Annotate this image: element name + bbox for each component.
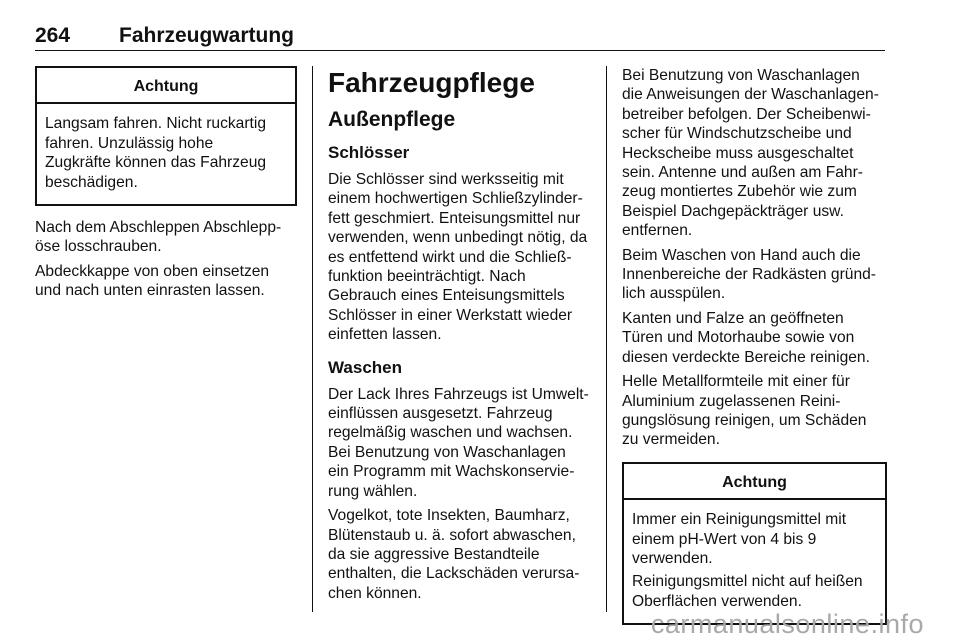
text-line: chen können. [328, 584, 422, 602]
text-line: Der Lack Ihres Fahrzeugs ist Umwelt- [328, 385, 589, 403]
text-line: Nach dem Abschleppen Abschlepp- [35, 219, 282, 237]
paragraph [328, 170, 593, 345]
column-3 [622, 66, 887, 625]
text-line: Türen und Motorhaube sowie von [622, 329, 855, 347]
chapter-title: Fahrzeugwartung [119, 24, 295, 47]
column-divider [312, 66, 313, 612]
text-line: da sie aggressive Bestandteile [328, 545, 540, 563]
text-line: zu vermeiden. [622, 431, 720, 449]
text-line: einfetten lassen. [328, 326, 442, 344]
text-line: Beim Waschen von Hand auch die [622, 246, 861, 264]
warning-text [632, 510, 877, 568]
warning-box [622, 462, 887, 625]
warning-text [45, 114, 287, 192]
text-line: und nach unten einrasten lassen. [35, 282, 265, 300]
column-divider [606, 66, 607, 612]
text-line: einem hochwertigen Schließzylinder- [328, 190, 583, 208]
paragraph [622, 309, 887, 367]
text-line: Langsam fahren. Nicht ruckartig [45, 115, 267, 133]
paragraph [622, 66, 887, 241]
text-line: Zugkräfte können das Fahrzeug [45, 154, 267, 172]
text-line: lich ausspülen. [622, 285, 726, 303]
text-line: Bei Benutzung von Waschanlagen [622, 67, 860, 84]
text-line: Aluminium zugelassenen Reini- [622, 392, 841, 410]
text-line: Heckscheibe muss ausgeschaltet [622, 144, 854, 162]
text-line: Vogelkot, tote Insekten, Baumharz, [328, 507, 570, 525]
heading-waschen: Waschen [328, 357, 403, 377]
warning-text [632, 572, 877, 611]
warning-body [37, 104, 295, 204]
page-header [35, 24, 885, 52]
warning-body [624, 500, 885, 623]
text-line: verwenden, wenn unbedingt nötig, da [328, 229, 588, 247]
text-line: Reinigungsmittel nicht auf heißen [632, 573, 863, 591]
column-2 [328, 66, 593, 608]
text-line: rung wählen. [328, 482, 418, 500]
text-line: es entfettend wirkt und die Schließ- [328, 248, 572, 266]
text-line: diesen verdeckte Bereiche reinigen. [622, 348, 870, 366]
text-line: Beispiel Dachgepäckträger usw. [622, 202, 844, 220]
text-line: Die Schlösser sind werksseitig mit [328, 171, 564, 188]
section-title: Fahrzeugpflege [328, 67, 535, 98]
text-line: öse losschrauben. [35, 238, 162, 256]
text-line: sein. Antenne und außen am Fahr- [622, 164, 863, 182]
text-line: zeug montiertes Zubehör wie zum [622, 183, 857, 201]
paragraph [622, 372, 887, 450]
text-line: regelmäßig waschen und wachsen. [328, 424, 573, 442]
paragraph [622, 246, 887, 304]
text-line: Bei Benutzung von Waschanlagen [328, 443, 566, 461]
text-line: einem pH-Wert von 4 bis 9 [632, 530, 817, 548]
text-line: Schlösser in einer Werkstatt wieder [328, 306, 573, 324]
header-divider [35, 50, 885, 51]
text-line: Gebrauch eines Enteisungsmittels [328, 287, 565, 305]
text-line: fahren. Unzulässig hohe [45, 134, 214, 152]
paragraph [328, 506, 593, 603]
subsection-title: Außenpflege [328, 108, 456, 131]
text-line: gungslösung reinigen, um Schäden [622, 411, 867, 429]
page-number: 264 [35, 24, 71, 47]
text-line: beschädigen. [45, 173, 138, 191]
paragraph [328, 385, 593, 501]
text-line: die Anweisungen der Waschanlagen- [622, 86, 879, 104]
warning-box [35, 66, 297, 206]
text-line: Oberflächen verwenden. [632, 592, 802, 610]
text-line: Abdeckkappe von oben einsetzen [35, 262, 270, 280]
paragraph [35, 262, 297, 301]
text-line: scher für Windschutzscheibe und [622, 125, 852, 143]
text-line: Immer ein Reinigungsmittel mit [632, 511, 847, 529]
text-line: verwenden. [632, 549, 713, 567]
text-line: Innenbereiche der Radkästen gründ- [622, 266, 876, 284]
text-line: Helle Metallformteile mit einer für [622, 373, 850, 391]
text-line: betreiber befolgen. Der Scheibenwi- [622, 105, 871, 123]
text-line: Kanten und Falze an geöffneten [622, 309, 844, 327]
heading-schloesser: Schlösser [328, 143, 410, 162]
text-line: Blütenstaub u. ä. sofort abwaschen, [328, 526, 576, 544]
paragraph [35, 218, 297, 257]
text-line: entfernen. [622, 222, 693, 240]
warning-title: Achtung [133, 78, 199, 95]
text-line: ein Programm mit Wachskonservie- [328, 463, 575, 481]
text-line: einflüssen ausgesetzt. Fahrzeug [328, 405, 553, 423]
text-line: funktion beeinträchtigt. Nach [328, 268, 526, 286]
warning-title: Achtung [722, 473, 787, 491]
text-line: fett geschmiert. Enteisungsmittel nur [328, 209, 581, 227]
watermark: carmanualsonline.info [650, 609, 924, 639]
text-line: enthalten, die Lackschäden verursa- [328, 565, 580, 583]
column-1 [35, 66, 297, 306]
